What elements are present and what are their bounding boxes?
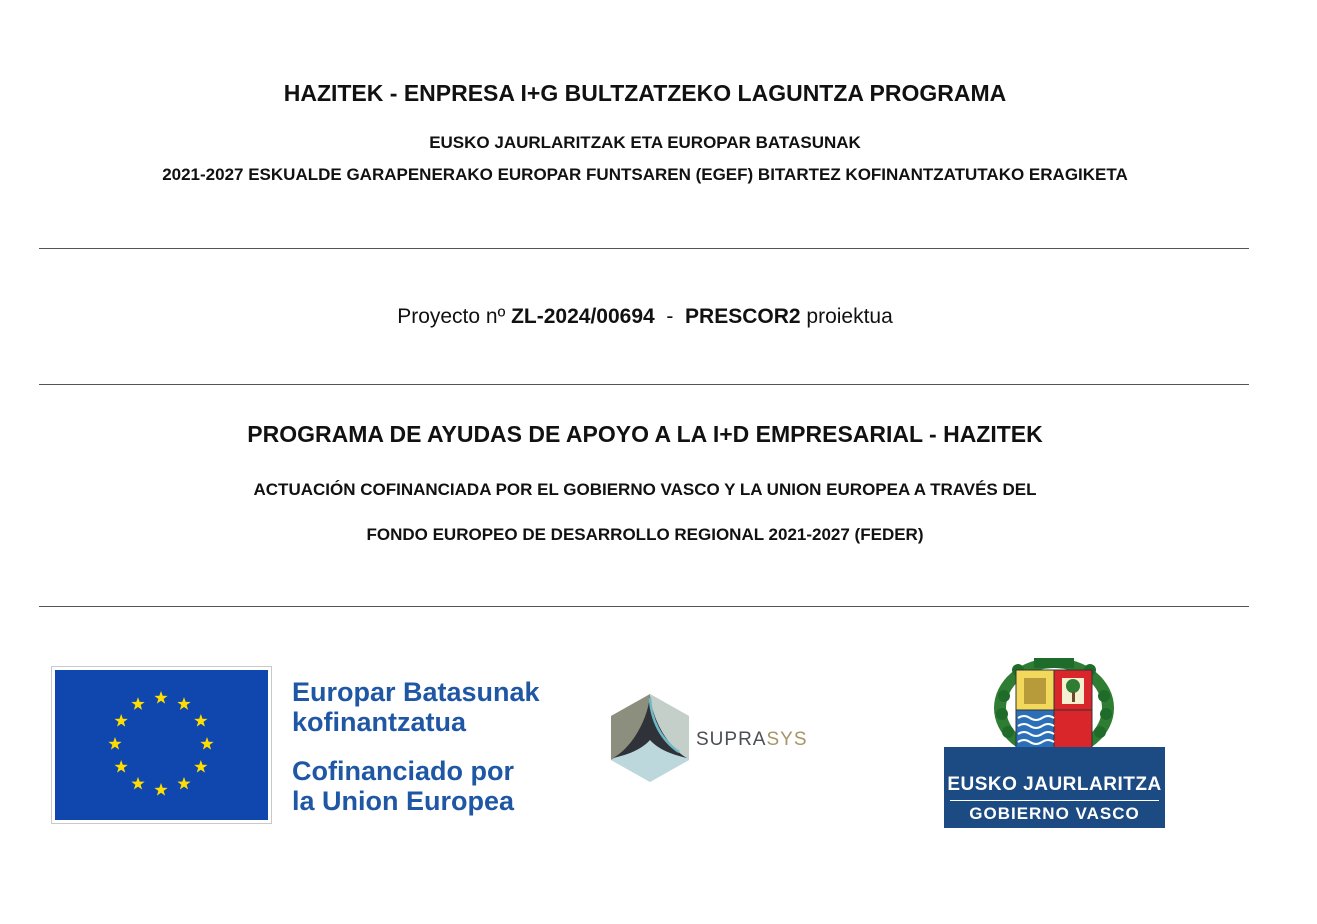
eu-text-basque	[292, 677, 540, 737]
eu-star	[108, 737, 121, 750]
eu-line-1: Europar Batasunak	[292, 677, 540, 707]
project-separator: -	[654, 305, 686, 328]
eu-text-spanish	[292, 756, 514, 816]
eu-star	[115, 714, 128, 727]
suprasys-wordmark	[696, 729, 808, 751]
suprasys-word-a: SUPRA	[696, 729, 767, 750]
eu-star	[194, 760, 207, 773]
program-line-2: FONDO EUROPEO DE DESARROLLO REGIONAL 2021-2027 (FEDER)	[366, 525, 924, 544]
gobierno-vasco-logo	[944, 747, 1165, 828]
gv-line-2: GOBIERNO VASCO	[969, 804, 1140, 823]
title-eu: HAZITEK - ENPRESA I+G BULTZATZEKO LAGUNTZA PROGRAMA	[283, 80, 1007, 106]
eu-line-3: Cofinanciado por	[292, 756, 514, 786]
eu-star	[194, 714, 207, 727]
project-number: ZL-2024/00694	[511, 305, 655, 328]
eu-flag	[55, 670, 268, 820]
program-line-1: ACTUACIÓN COFINANCIADA POR EL GOBIERNO VASCO Y LA UNION EUROPEA A TRAVÉS DEL	[253, 480, 1037, 499]
eu-star	[154, 783, 167, 796]
project-line	[0, 305, 1290, 329]
project-suffix: proiektua	[800, 305, 893, 328]
suprasys-logo-icon	[609, 692, 691, 784]
program-title-es: PROGRAMA DE AYUDAS DE APOYO A LA I+D EMPRESARIAL - HAZITEK	[247, 421, 1043, 447]
project-prefix: Proyecto nº	[397, 305, 512, 328]
subtitle-eu-2: 2021-2027 ESKUALDE GARAPENERAKO EUROPAR FUNTSAREN (EGEF) BITARTEZ KOFINANTZATUTAKO ERAGIKETA	[162, 165, 1128, 184]
eu-star	[131, 777, 144, 790]
divider-1	[39, 248, 1249, 249]
gv-separator	[950, 800, 1159, 801]
eu-star	[115, 760, 128, 773]
project-name: PRESCOR2	[685, 305, 801, 328]
eu-line-4: la Union Europea	[292, 786, 515, 816]
eu-flag-logo	[51, 666, 272, 824]
eu-star	[177, 697, 190, 710]
eu-stars-icon	[55, 670, 268, 820]
eu-star	[154, 691, 167, 704]
eu-star	[200, 737, 213, 750]
suprasys-word-b: SYS	[766, 729, 808, 750]
eu-star	[177, 777, 190, 790]
divider-3	[39, 606, 1249, 607]
gv-line-1: EUSKO JAURLARITZA	[947, 774, 1162, 795]
eu-line-2: kofinantzatua	[292, 707, 467, 737]
subtitle-eu-1: EUSKO JAURLARITZAK ETA EUROPAR BATASUNAK	[429, 133, 861, 152]
divider-2	[39, 384, 1249, 385]
eu-star	[131, 697, 144, 710]
